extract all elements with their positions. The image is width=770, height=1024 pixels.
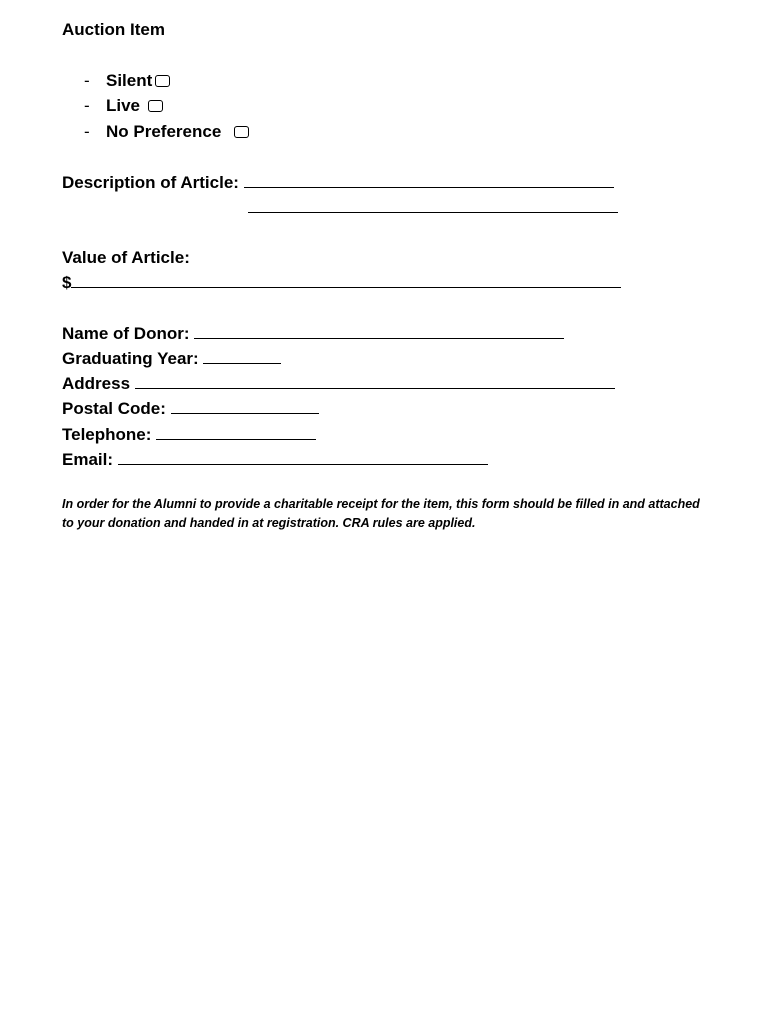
currency-symbol: $ <box>62 273 72 292</box>
list-dash: - <box>84 96 90 115</box>
option-live-label: Live <box>106 96 141 115</box>
telephone-label: Telephone: <box>62 425 152 444</box>
auction-item-heading: Auction Item <box>62 20 165 39</box>
address-row <box>62 373 615 395</box>
charitable-receipt-note: In order for the Alumni to provide a charitable receipt for the item, this form should be filled in and attached to your donation and handed in at registration. CRA rules are applied. <box>62 497 700 530</box>
postal-label: Postal Code: <box>62 399 166 418</box>
grad-year-field[interactable] <box>203 348 281 364</box>
live-checkbox[interactable] <box>148 100 163 112</box>
postal-field[interactable] <box>171 398 319 414</box>
postal-row <box>62 398 319 420</box>
telephone-row <box>62 424 316 446</box>
option-live <box>84 95 163 117</box>
list-dash: - <box>84 71 90 90</box>
option-no-preference <box>84 121 249 143</box>
description-label: Description of Article: <box>62 173 239 192</box>
address-field[interactable] <box>135 373 615 389</box>
donor-row <box>62 323 564 345</box>
description-row <box>62 172 614 194</box>
email-label: Email: <box>62 450 114 469</box>
description-field-line-2[interactable] <box>248 197 618 213</box>
option-silent-label: Silent <box>106 71 153 90</box>
no-preference-checkbox[interactable] <box>234 126 249 138</box>
description-field[interactable] <box>244 172 614 188</box>
value-label: Value of Article: <box>62 248 190 267</box>
email-row <box>62 449 488 471</box>
donor-field[interactable] <box>194 323 564 339</box>
silent-checkbox[interactable] <box>155 75 170 87</box>
address-label: Address <box>62 374 131 393</box>
description-row-2 <box>248 197 618 219</box>
grad-year-row <box>62 348 281 370</box>
donor-label: Name of Donor: <box>62 324 190 343</box>
list-dash: - <box>84 122 90 141</box>
grad-year-label: Graduating Year: <box>62 349 199 368</box>
telephone-field[interactable] <box>156 424 316 440</box>
email-field[interactable] <box>118 449 488 465</box>
option-no-preference-label: No Preference <box>106 122 222 141</box>
value-row <box>62 272 621 294</box>
option-silent <box>84 70 170 92</box>
value-field[interactable] <box>71 272 621 288</box>
